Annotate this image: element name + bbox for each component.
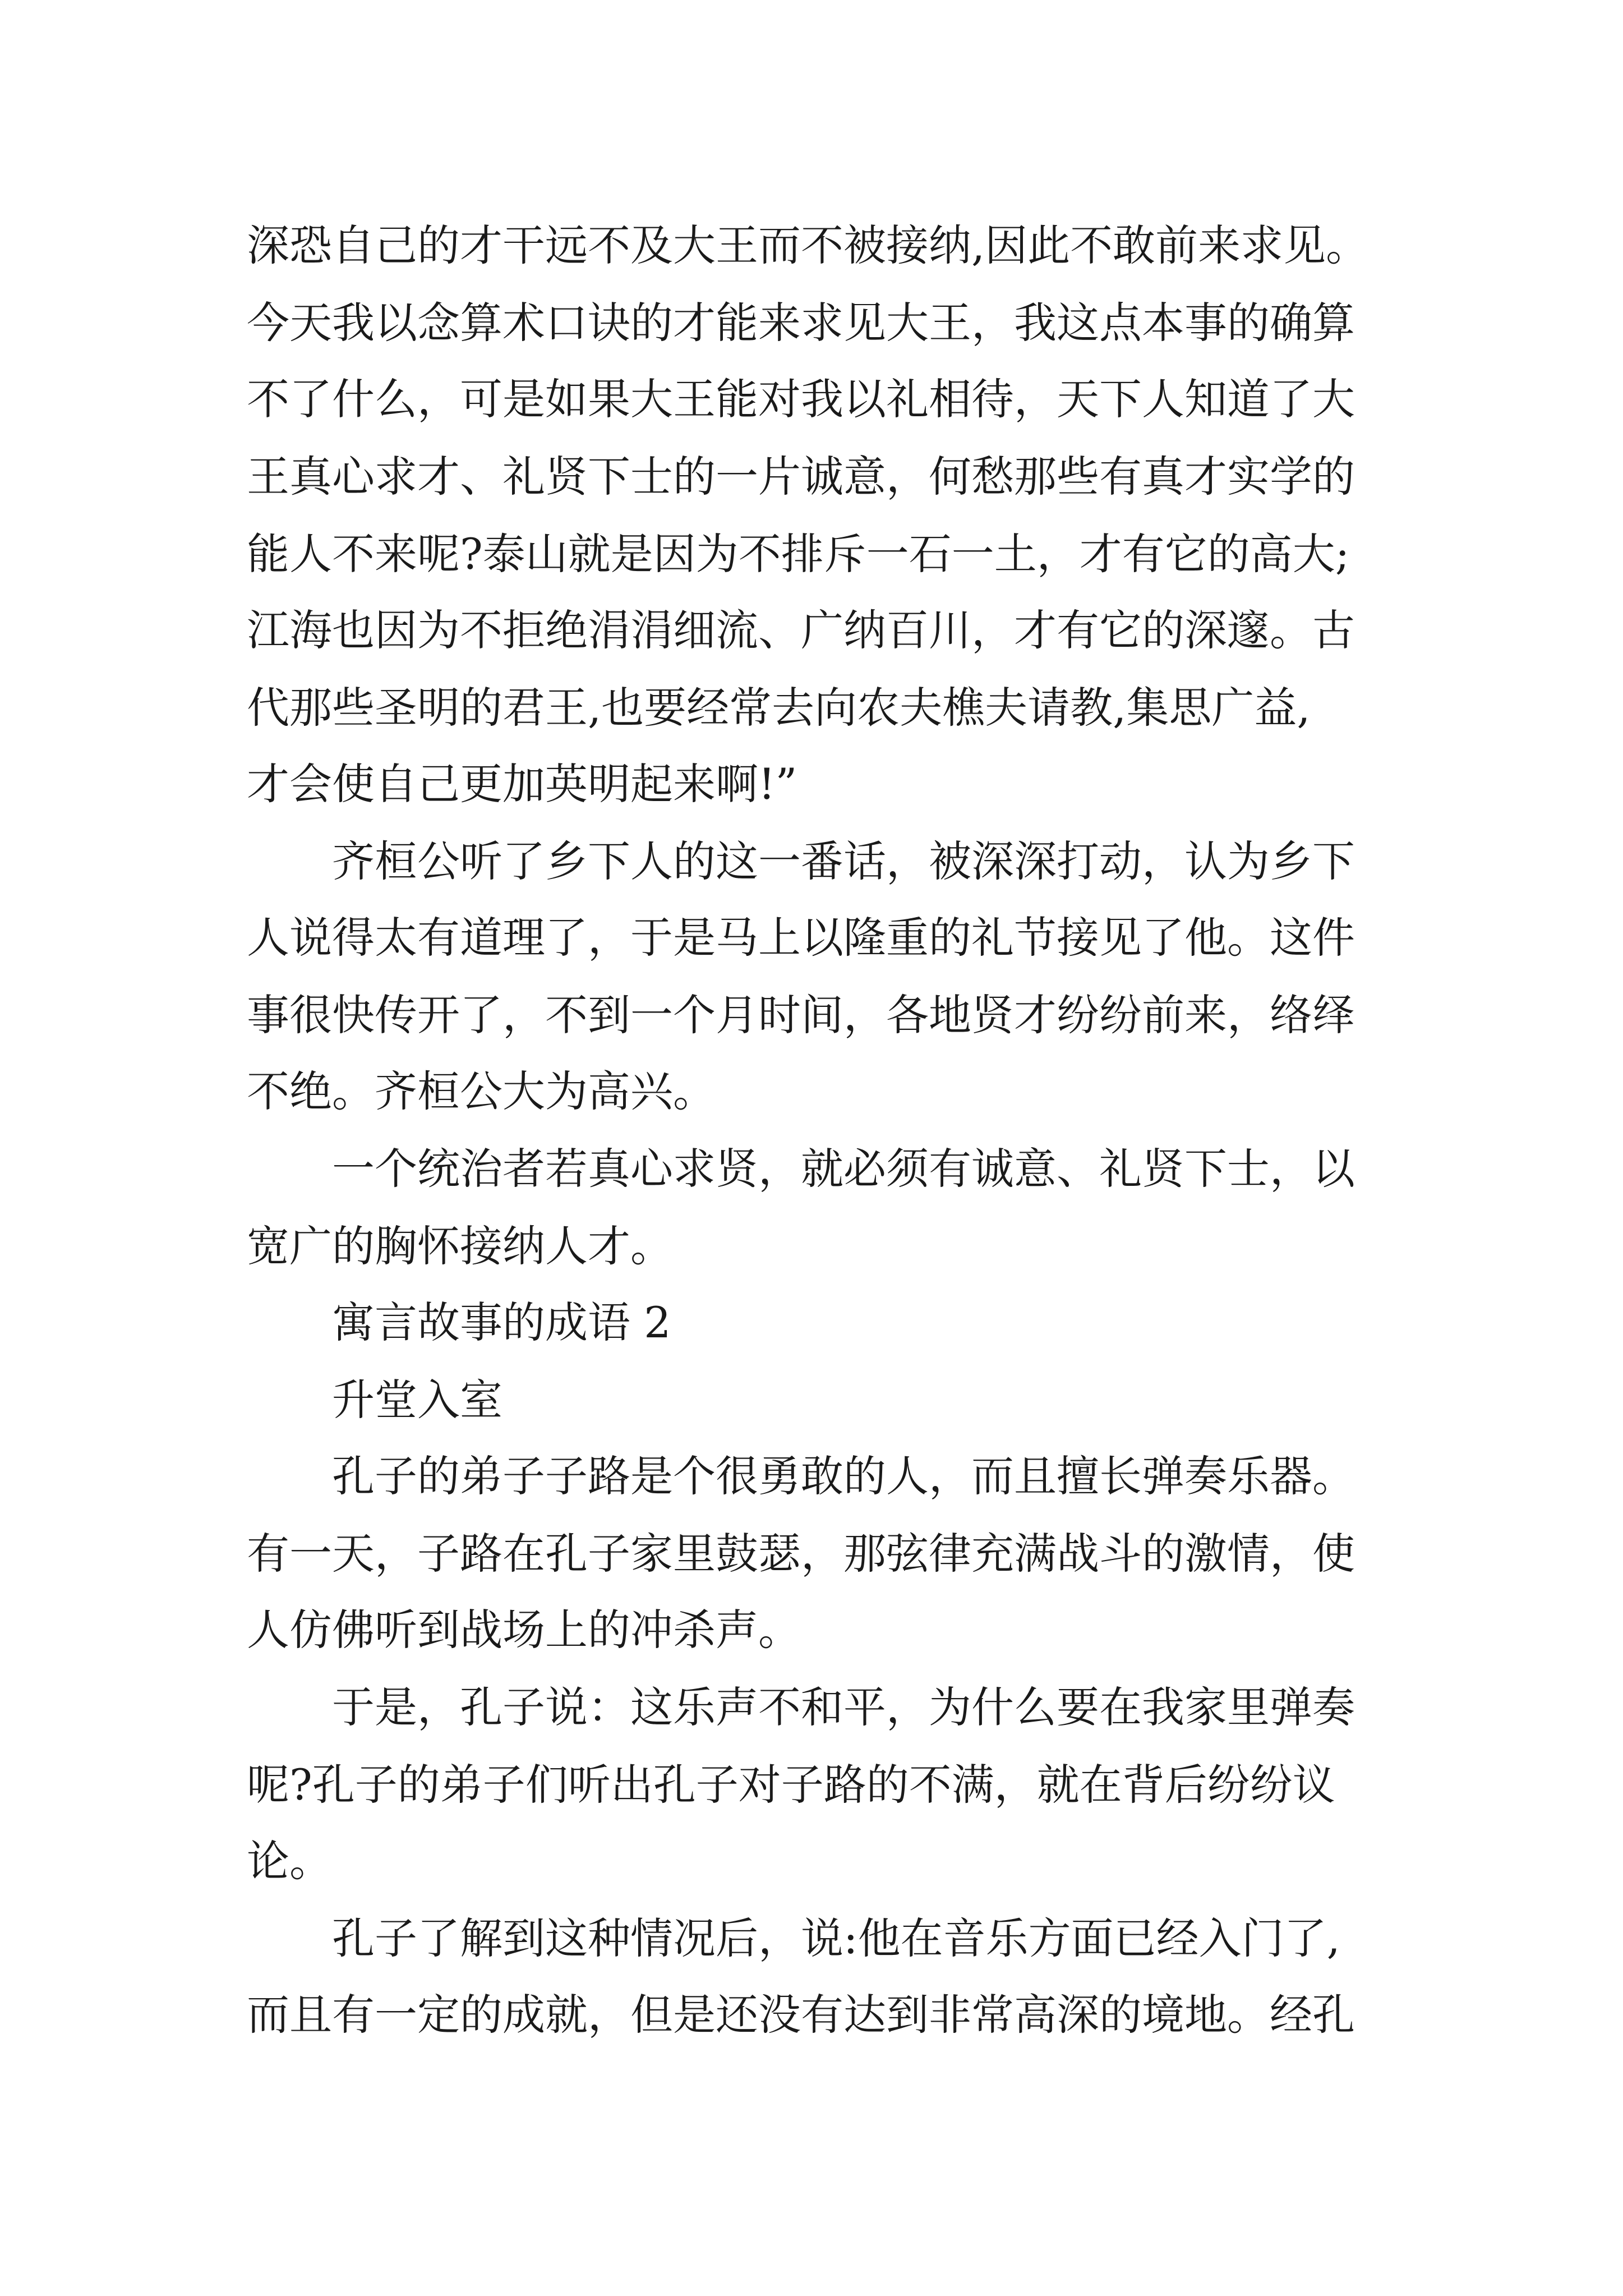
paragraph-line: 今天我以念算术口诀的才能来求见大王，我这点本事的确算 (247, 298, 1355, 348)
paragraph-line: 能人不来呢?泰山就是因为不排斥一石一土，才有它的高大; (247, 529, 1350, 579)
paragraph-line: 于是，孔子说：这乐声不和平，为什么要在我家里弹奏 (332, 1682, 1355, 1732)
paragraph-line: 深恐自己的才干远不及大王而不被接纳,因此不敢前来求见。 (247, 220, 1369, 270)
paragraph-line: 齐桓公听了乡下人的这一番话，被深深打动，认为乡下 (332, 836, 1355, 886)
paragraph-line: 不了什么，可是如果大王能对我以礼相待，天下人知道了大 (247, 374, 1355, 424)
paragraph-line: 人仿佛听到战场上的冲杀声。 (247, 1605, 801, 1655)
section-heading: 寓言故事的成语 2 (332, 1297, 671, 1347)
paragraph-line: 宽广的胸怀接纳人才。 (247, 1221, 673, 1271)
paragraph-line: 论。 (247, 1836, 332, 1886)
paragraph-line: 人说得太有道理了，于是马上以隆重的礼节接见了他。这件 (247, 913, 1355, 963)
paragraph-line: 事很快传开了，不到一个月时间，各地贤才纷纷前来，络绎 (247, 990, 1355, 1040)
paragraph-line: 王真心求才、礼贤下士的一片诚意，何愁那些有真才实学的 (247, 452, 1355, 501)
paragraph-line: 孔子了解到这种情况后，说:他在音乐方面已经入门了, (332, 1913, 1340, 1963)
paragraph-line: 才会使自己更加英明起来啊!” (247, 759, 797, 809)
paragraph-line: 孔子的弟子子路是个很勇敢的人，而且擅长弹奏乐器。 (332, 1451, 1355, 1501)
story-title: 升堂入室 (332, 1375, 502, 1425)
paragraph-line: 呢?孔子的弟子们听出孔子对子路的不满，就在背后纷纷议 (247, 1760, 1335, 1810)
paragraph-line: 不绝。齐桓公大为高兴。 (247, 1066, 716, 1116)
paragraph-line: 代那些圣明的君王,也要经常去向农夫樵夫请教,集思广益, (247, 683, 1311, 733)
paragraph-line: 有一天，子路在孔子家里鼓瑟，那弦律充满战斗的激情，使 (247, 1529, 1355, 1579)
paragraph-line: 一个统治者若真心求贤，就必须有诚意、礼贤下士，以 (332, 1144, 1355, 1194)
paragraph-line: 江海也因为不拒绝涓涓细流、广纳百川，才有它的深邃。古 (247, 605, 1355, 655)
paragraph-line: 而且有一定的成就，但是还没有达到非常高深的境地。经孔 (247, 1990, 1355, 2040)
